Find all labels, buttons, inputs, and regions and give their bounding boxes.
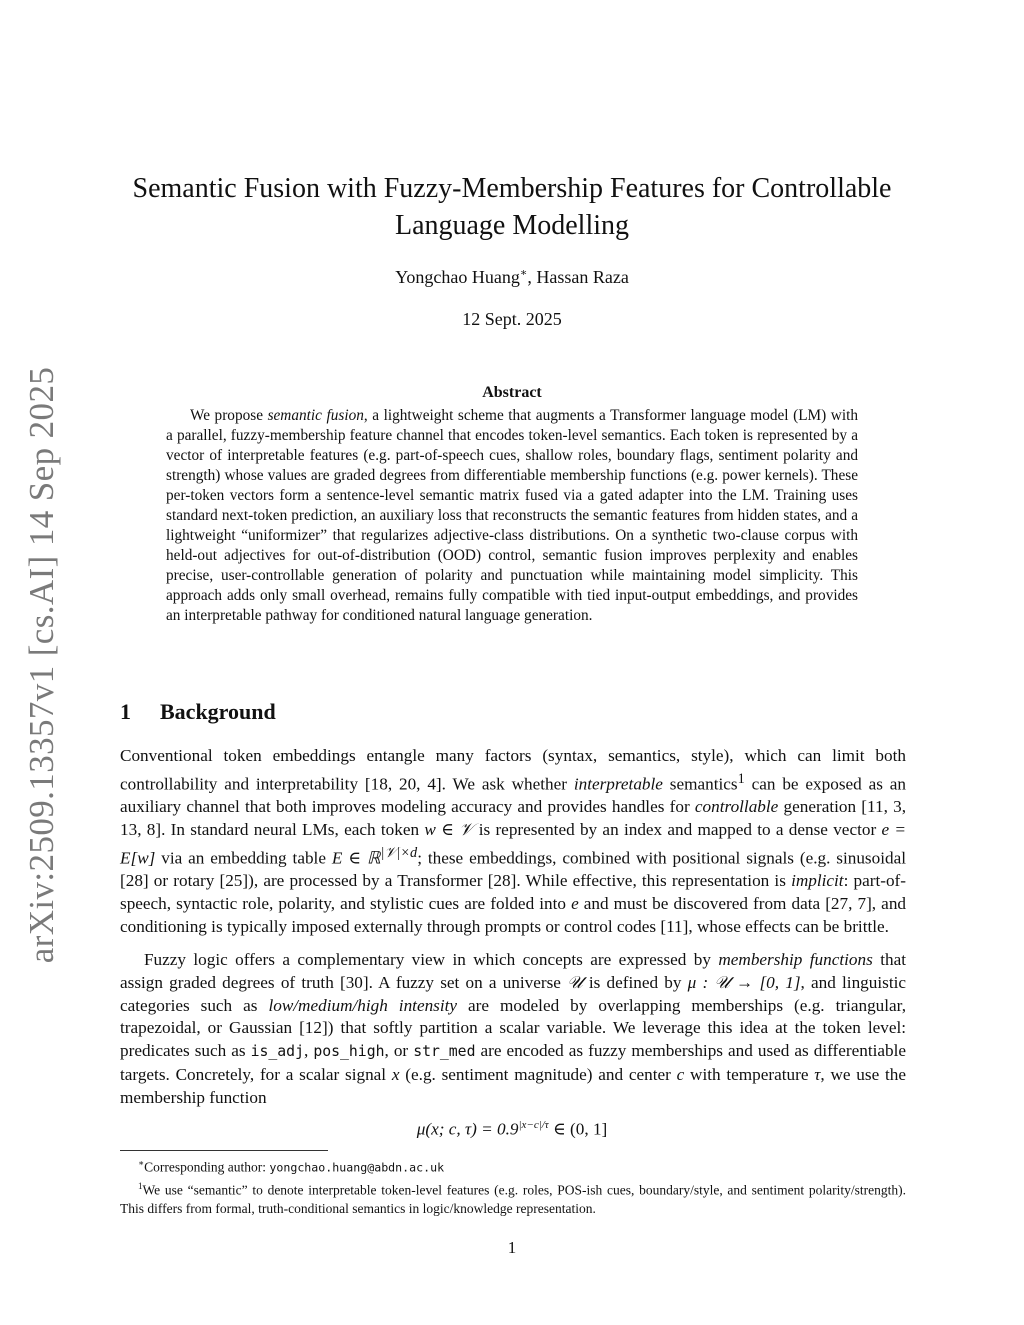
math-superscript: |𝒱|×d bbox=[380, 844, 418, 861]
equation-exponent: |x−c|/τ bbox=[518, 1119, 549, 1131]
arxiv-sidebar bbox=[0, 0, 100, 1325]
math-inline: e = E[w] bbox=[120, 820, 906, 868]
math-inline: e bbox=[571, 894, 579, 914]
footnotes bbox=[120, 1154, 906, 1219]
code-inline: str_med bbox=[413, 1043, 476, 1061]
body-paragraph bbox=[120, 745, 906, 939]
section-title: Background bbox=[160, 699, 276, 724]
footnote-1 bbox=[120, 1177, 906, 1219]
text-run: are modeled by overlapping memberships (e.g. triangular, trapezoidal, or Gaussian [12]) that softly partition a scalar variable. We leverage this idea at the token level: predicates such as bbox=[120, 995, 906, 1061]
display-equation bbox=[110, 1119, 914, 1140]
footnote-text: We use “semantic” to denote interpretable token-level features (e.g. roles, POS-ish cues, boundary/style, and sentiment polarity/strength). This differs from formal, truth-conditional semantics in logic/knowledge representation. bbox=[120, 1182, 906, 1216]
section-number: 1 bbox=[120, 699, 131, 724]
text-run: : part-of-speech, syntactic role, polarity, and stylistic cues are folded into bbox=[120, 871, 907, 914]
author-name: Hassan Raza bbox=[536, 267, 629, 287]
section-heading bbox=[120, 699, 276, 725]
text-run: can be exposed as an auxiliary channel that both improves modeling accuracy and provides handles for bbox=[120, 774, 906, 817]
text-run: Conventional token embeddings entangle many factors (syntax, semantics, style), which can limit both controllability and interpretability [18, 20, 4]. We ask whether bbox=[120, 746, 906, 794]
math-inline: μ : 𝒰 → [0, 1] bbox=[687, 972, 801, 992]
text-run: We propose bbox=[190, 407, 268, 424]
code-inline: pos_high bbox=[313, 1043, 385, 1061]
math-inline: τ bbox=[814, 1064, 821, 1084]
math-inline: x bbox=[391, 1064, 400, 1084]
emphasis: membership functions bbox=[718, 950, 873, 969]
text-run: , a lightweight scheme that augments a Transformer language model (LM) with a parallel, fuzzy-membership feature channel that encodes token-level semantics. Each token is represented by a vector of interpretable features (e.g. part-of-speech cues, shallow roles, boundary flags, sentiment polarity and strength) whose values are graded degrees from differentiable membership functions (e.g. power kernels). These per-token vectors form a sentence-level semantic matrix fused via a gated adapter into the LM. Training uses standard next-token prediction, an auxiliary loss that reconstructs the semantic features from hidden states, and a lightweight “uniformizer” that regularizes adjective-class distributions. On a synthetic two-clause corpus with held-out adjectives for out-of-distribution (OOD) control, semantic fusion improves perplexity and enables precise, user-controllable generation of polarity and punctuation while maintaining model simplicity. This approach adds only small overhead, remains fully compatible with tied input-output embeddings, and provides an interpretable pathway for conditioned natural language generation. bbox=[166, 407, 858, 624]
abstract-heading: Abstract bbox=[482, 384, 542, 401]
abstract-text bbox=[166, 406, 858, 626]
emphasis: semantic fusion bbox=[267, 407, 364, 424]
equation-lhs: μ(x; c, τ) = 0.9 bbox=[416, 1119, 519, 1139]
emphasis: controllable bbox=[694, 797, 779, 817]
code-inline: is_adj bbox=[250, 1043, 304, 1061]
paper-date: 12 Sept. 2025 bbox=[462, 309, 562, 329]
footnote-text: Corresponding author: bbox=[144, 1159, 270, 1175]
text-run: via an embedding table bbox=[155, 848, 332, 868]
emphasis: low/medium/high intensity bbox=[268, 995, 458, 1015]
text-run: generation [11, 3, 13, 8]. In standard neural LMs, each token bbox=[120, 797, 907, 840]
footnote-marker: 1 bbox=[737, 770, 745, 787]
arxiv-identifier: arXiv:2509.13357v1 [cs.AI] 14 Sep 2025 bbox=[22, 366, 61, 964]
paper-title: Semantic Fusion with Fuzzy-Membership Features for Controllable Language Modelling bbox=[132, 173, 892, 241]
math-inline: c bbox=[676, 1064, 685, 1084]
text-run: , or bbox=[384, 1041, 414, 1061]
text-run: , bbox=[303, 1041, 314, 1061]
text-run: Fuzzy logic offers a complementary view in which concepts are expressed by bbox=[144, 950, 719, 969]
author-name: Yongchao Huang bbox=[395, 267, 520, 287]
text-run: with temperature bbox=[684, 1064, 815, 1084]
body-paragraph bbox=[120, 949, 906, 1110]
page-number: 1 bbox=[507, 1238, 517, 1257]
emphasis: implicit bbox=[791, 871, 844, 891]
text-run: is defined by bbox=[582, 972, 688, 992]
math-inline: w ∈ 𝒱 bbox=[424, 820, 474, 840]
text-run: that assign graded degrees of truth [30]. A fuzzy set on a universe bbox=[120, 950, 906, 992]
text-run: semantics bbox=[662, 774, 738, 794]
text-run: is represented by an index and mapped to a dense vector bbox=[473, 820, 882, 840]
text-run: are encoded as fuzzy memberships and used as differentiable targets. Concretely, for a scalar signal bbox=[120, 1041, 906, 1084]
footnote-marker: ∗ bbox=[519, 267, 528, 279]
emphasis: interpretable bbox=[573, 774, 663, 794]
math-inline: E ∈ ℝ bbox=[331, 848, 381, 868]
text-run: (e.g. sentiment magnitude) and center bbox=[399, 1064, 677, 1084]
footnote-corresponding bbox=[120, 1154, 906, 1177]
footnote-divider bbox=[120, 1150, 328, 1151]
footnote-marker: 1 bbox=[138, 1181, 143, 1191]
email-address[interactable]: yongchao.huang@abdn.ac.uk bbox=[269, 1160, 445, 1175]
text-run: , and linguistic categories such as bbox=[120, 972, 907, 1015]
author-separator: , bbox=[527, 267, 537, 287]
math-inline: 𝒰 bbox=[567, 972, 583, 992]
equation-rhs: ∈ (0, 1] bbox=[548, 1119, 608, 1139]
author-line bbox=[110, 266, 914, 288]
text-run: and must be discovered from data [27, 7], and conditioning is typically imposed externally through prompts or control codes [11], whose effects can be brittle. bbox=[120, 894, 907, 937]
text-run: , we use the membership function bbox=[120, 1064, 906, 1107]
text-run: ; these embeddings, combined with positional signals (e.g. sinusoidal [28] or rotary [25]), are processed by a Transformer [28]. While effective, this representation is bbox=[120, 848, 906, 891]
footnote-marker: ∗ bbox=[138, 1158, 145, 1168]
